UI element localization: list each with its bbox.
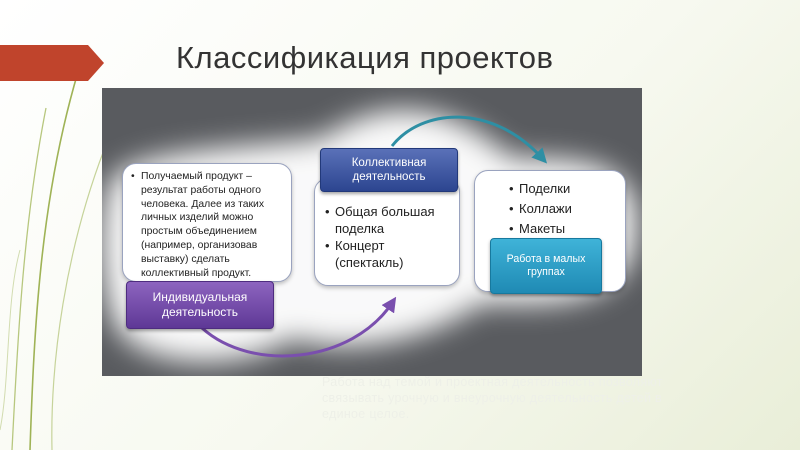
individual-label: Индивидуальная деятельность	[126, 281, 274, 329]
list-item: • Общая большая поделка	[325, 203, 453, 237]
collective-label: Коллективная деятельность	[320, 148, 458, 192]
diagram-panel	[102, 88, 642, 376]
groups-label: Работа в малых группах	[490, 238, 602, 294]
collective-box	[314, 178, 460, 286]
individual-box	[122, 163, 292, 282]
list-item: • Макеты	[509, 219, 619, 239]
list-item: • Коллажи	[509, 199, 619, 219]
list-item: • Получаемый продукт – результат работы одного человека. Далее из таких личных изделий можно простым объединением (например, организовав выставку) сделать коллективный продукт.	[131, 170, 285, 280]
list-item: • Концерт (спектакль)	[325, 237, 453, 271]
list-item: • Поделки	[509, 179, 619, 199]
slide-title: Классификация проектов	[176, 40, 554, 75]
slide-caption: Работа над темой и проектная деятельность позволяют связывать урочную и внеурочную деятельность детей в единое целое.	[322, 375, 663, 421]
title-arrow-icon	[0, 45, 104, 81]
